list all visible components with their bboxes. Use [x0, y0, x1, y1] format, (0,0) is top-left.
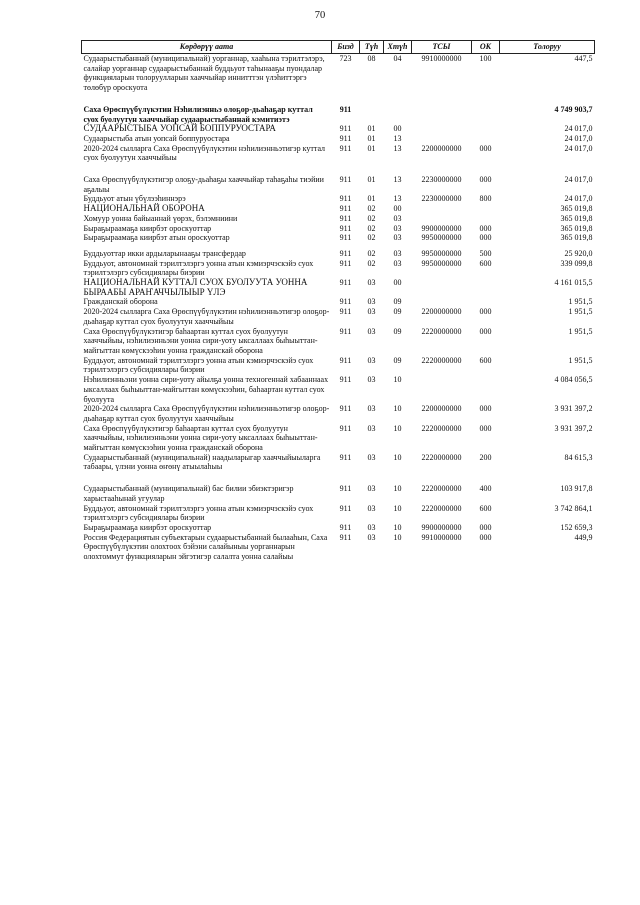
row-bizd: 911: [339, 233, 352, 243]
row-bizd: 911: [339, 133, 352, 143]
row-tuh: 03: [367, 522, 376, 532]
row-bizd: 911: [339, 258, 352, 268]
row-tuh: 02: [367, 258, 376, 268]
row-ok: [472, 204, 500, 214]
row-amount: 1 951,5: [568, 326, 593, 336]
row-tuh: 03: [367, 278, 376, 288]
row-name: Хомуур уонна байыаннай үөрэх, бэлэмниини: [83, 213, 238, 223]
row-ok: 000: [479, 307, 492, 317]
row-name: Судаарыстыбаннай (муниципальнай) уорганнар, хааһына тэрилтэлэрэ, салайар уорганнар судаарыстыбаннай буддьуот таһынааҕы пуондалар функцияларын толоруулларын хааччыйар иннитттэн үлэһиттэргэ төлөбүр ороскуота: [83, 54, 325, 93]
row-amount: 84 615,3: [564, 452, 593, 462]
row-tsy: 9910000000: [421, 54, 462, 63]
row-xtuh: 03: [393, 223, 402, 233]
row-name: НАЦИОНАЛЬНАЙ КУТТАЛ СУОХ БУОЛУУТА УОННА БЫРААБЫ АРАҤАЧЧЫЛЫЫР ҮЛЭ: [83, 277, 308, 297]
table-row: [82, 249, 595, 259]
row-name: 2020-2024 сылларга Саха Өрөспүүбүлүкэтин нэһилиэнньэтигэр олоҕор-дьаһаҕар куттал суох буолуутун хааччыйыы: [83, 404, 330, 423]
row-name: 2020-2024 сылларга Саха Өрөспүүбүлүкэтин нэһилиэнньэтигэр олоҕор-дьаһаҕар куттал суох буолуутун хааччыйыы: [83, 307, 330, 326]
table-row: [82, 278, 595, 297]
row-tsy: 9900000000: [421, 223, 462, 233]
row-bizd: 911: [339, 326, 352, 336]
row-bizd: 911: [339, 248, 352, 258]
row-bizd: 911: [339, 278, 352, 288]
table-row: [82, 124, 595, 134]
row-name: Судаарыстыба атын уопсай боппуруостара: [83, 133, 230, 143]
table-row: [82, 356, 595, 375]
row-amount: 24 017,0: [564, 124, 593, 134]
row-tuh: 03: [367, 307, 376, 317]
row-tuh: 01: [367, 194, 376, 204]
row-xtuh: 10: [393, 532, 402, 542]
table-row: [82, 297, 595, 307]
row-xtuh: 10: [393, 452, 402, 462]
row-xtuh: 03: [393, 213, 402, 223]
row-bizd: 911: [339, 355, 352, 365]
row-amount: 103 917,8: [560, 484, 593, 494]
row-ok: 000: [479, 143, 492, 153]
row-tuh: 02: [367, 213, 376, 223]
row-tuh: 01: [367, 175, 376, 185]
row-ok: 000: [479, 423, 492, 433]
table-row: [82, 453, 595, 484]
row-ok: [472, 375, 500, 404]
table-row: [82, 175, 595, 194]
budget-table: [81, 40, 595, 562]
row-xtuh: 10: [393, 484, 402, 494]
row-tuh: 03: [367, 355, 376, 365]
row-tsy: [412, 134, 472, 144]
row-ok: 000: [479, 522, 492, 532]
row-ok: [472, 297, 500, 307]
row-tsy: 9900000000: [421, 522, 462, 532]
row-xtuh: 00: [393, 278, 402, 288]
row-ok: 000: [479, 326, 492, 336]
page-number: 70: [314, 10, 326, 21]
row-tsy: 9910000000: [421, 532, 462, 542]
row-tsy: 2220000000: [421, 423, 462, 433]
row-bizd: 911: [339, 307, 352, 317]
row-bizd: 911: [339, 404, 352, 414]
row-name: Саха Өрөспүүбүлүкэтигэр баһаартан куттал суох буолуутун хааччыйыы, нэһилиэнньэни уонна сири-уоту ыксаллаах быһыыттан-майгыттан көмүскээһин уонна гражданскай оборона: [83, 423, 318, 453]
row-name: Быраҕыраамаҕа киирбэт ороскуоттар: [83, 522, 212, 532]
table-row: [82, 214, 595, 224]
row-tuh: 03: [367, 532, 376, 542]
table-row: [82, 134, 595, 144]
row-tuh: 02: [367, 204, 376, 214]
header-amount: Толоруу: [500, 41, 595, 54]
row-bizd: 911: [339, 452, 352, 462]
row-name: Буддьуоттар икки ардыларынааҕы трансфердар: [83, 248, 246, 258]
header-ok: ОК: [472, 41, 500, 54]
row-ok: 000: [479, 233, 492, 243]
row-ok: [472, 124, 500, 134]
row-name: Быраҕыраамаҕа киирбэт атын ороскуоттар: [83, 233, 230, 243]
row-xtuh: 10: [393, 375, 402, 385]
row-xtuh: 13: [393, 143, 402, 153]
row-xtuh: 09: [393, 297, 402, 307]
row-amount: 365 019,8: [560, 223, 593, 233]
row-name: СУДААРЫСТЫБА УОПСАЙ БОППУРУОСТАРА: [83, 123, 276, 134]
row-ok: [472, 278, 500, 297]
row-bizd: 911: [339, 223, 352, 233]
row-tuh: 02: [367, 233, 376, 243]
row-xtuh: 10: [393, 404, 402, 414]
row-tsy: 2200000000: [421, 143, 462, 153]
header-xtuh: Хтүһ: [384, 41, 412, 54]
row-amount: 447,5: [574, 54, 593, 63]
row-bizd: 911: [339, 375, 352, 385]
row-amount: 4 084 056,5: [554, 375, 593, 385]
row-ok: 800: [479, 194, 492, 204]
row-name: Быраҕыраамаҕа киирбэт ороскуоттар: [83, 223, 212, 233]
row-tsy: 9950000000: [421, 258, 462, 268]
header-name: Көрдөрүү аата: [82, 41, 332, 54]
row-xtuh: 09: [393, 355, 402, 365]
row-ok: 200: [479, 452, 492, 462]
row-xtuh: 09: [393, 326, 402, 336]
row-name: Буддьуот атын үбүлээһиннэрэ: [83, 194, 186, 204]
table-row: [82, 259, 595, 278]
row-bizd: 911: [339, 175, 352, 185]
row-amount: 365 019,8: [560, 213, 593, 223]
row-amount: 24 017,0: [564, 194, 593, 204]
row-ok: 600: [479, 258, 492, 268]
row-tsy: 2220000000: [421, 452, 462, 462]
row-amount: 24 017,0: [564, 175, 593, 185]
row-ok: 500: [479, 248, 492, 258]
row-tsy: 9950000000: [421, 248, 462, 258]
row-ok: [472, 105, 500, 124]
row-bizd: 911: [339, 213, 352, 223]
row-amount: 4 161 015,5: [554, 278, 593, 288]
row-ok: 000: [479, 404, 492, 414]
row-tsy: [412, 105, 472, 124]
row-tuh: 01: [367, 124, 376, 134]
row-xtuh: 10: [393, 423, 402, 433]
row-amount: 3 931 397,2: [554, 423, 593, 433]
row-tsy: 2200000000: [421, 307, 462, 317]
row-tuh: 03: [367, 375, 376, 385]
row-bizd: 911: [339, 297, 352, 307]
row-tuh: 03: [367, 423, 376, 433]
row-tsy: 2230000000: [421, 194, 462, 204]
row-xtuh: 13: [393, 133, 402, 143]
row-xtuh: 03: [393, 248, 402, 258]
row-bizd: 723: [339, 54, 352, 63]
row-bizd: 911: [339, 423, 352, 433]
row-xtuh: [384, 105, 412, 124]
row-xtuh: 04: [393, 54, 402, 63]
row-amount: 1 951,5: [568, 355, 593, 365]
row-ok: [472, 134, 500, 144]
table-row: [82, 144, 595, 175]
row-ok: 000: [479, 532, 492, 542]
row-xtuh: 13: [393, 194, 402, 204]
table-row: [82, 504, 595, 523]
table-row: [82, 404, 595, 423]
row-tuh: 03: [367, 297, 376, 307]
row-xtuh: 10: [393, 522, 402, 532]
row-name: 2020-2024 сылларга Саха Өрөспүүбүлүкэтин нэһилиэнньэтигэр куттал суох буолуутун хааччыйыы: [83, 143, 326, 163]
table-row: [82, 233, 595, 249]
row-xtuh: 03: [393, 233, 402, 243]
row-ok: 600: [479, 503, 492, 513]
row-xtuh: 03: [393, 258, 402, 268]
row-name: Буддьуот, автономнай тэрилтэлэргэ уонна атын кэмиэрчэскэйэ суох тэрилтэлэргэ субсидиялары биэрии: [83, 503, 314, 523]
row-name: Россия Федерациятын субъектарын судаарыстыбаннай былааһын, Саха Өрөспүүбүлүкэтин олохтоох бэйэни салайыныы уорганнарын олохтоммут функцияларын эйгэтигэр салалта уонна салайыы: [83, 532, 328, 562]
header-tsy: ТСЫ: [412, 41, 472, 54]
row-name: Судаарыстыбаннай (муниципальнай) бас билии эбиэктэригэр харыстааһынай угуулар: [83, 484, 294, 503]
row-xtuh: 10: [393, 503, 402, 513]
row-ok: 400: [479, 484, 492, 494]
row-tsy: [412, 297, 472, 307]
row-tsy: [412, 278, 472, 297]
row-amount: 1 951,5: [568, 307, 593, 317]
row-tuh: 03: [367, 503, 376, 513]
header-bizd: Бизд: [332, 41, 360, 54]
table-row: [82, 224, 595, 234]
row-bizd: 911: [339, 522, 352, 532]
row-tuh: 03: [367, 404, 376, 414]
row-bizd: 911: [339, 194, 352, 204]
row-amount: 3 931 397,2: [554, 404, 593, 414]
row-ok: 000: [479, 175, 492, 185]
row-bizd: 911: [339, 204, 352, 214]
row-amount: 365 019,8: [560, 204, 593, 214]
row-tsy: [412, 204, 472, 214]
row-name: Саха Өрөспүүбүлүкэтигэр олоҕу-дьаһаҕы хааччыйар таһаҕаһы тиэйии аҕалыы: [83, 175, 324, 194]
table-row: [82, 327, 595, 356]
table-row: [82, 533, 595, 562]
table-row: [82, 424, 595, 453]
row-bizd: 911: [339, 143, 352, 153]
table-row: [82, 523, 595, 533]
row-ok: 100: [479, 54, 492, 63]
table-row: [82, 484, 595, 503]
row-xtuh: 09: [393, 307, 402, 317]
header-tuh: Түһ: [360, 41, 384, 54]
row-tsy: 2220000000: [421, 326, 462, 336]
table-row: [82, 204, 595, 214]
row-amount: 152 659,3: [560, 522, 593, 532]
row-tuh: 03: [367, 484, 376, 494]
row-amount: 365 019,8: [560, 233, 593, 243]
row-name: НАЦИОНАЛЬНАЙ ОБОРОНА: [83, 203, 205, 214]
row-bizd: 911: [339, 503, 352, 513]
row-name: Саха Өрөспүүбүлүкэтин Нэһилиэнньэ олоҕор-дьаһаҕар куттал суох буолуутун хааччыйар судаарыстыбаннай кэмитиэтэ: [83, 104, 313, 124]
row-amount: 24 017,0: [564, 143, 593, 153]
row-tuh: 02: [367, 223, 376, 233]
row-bizd: 911: [339, 124, 352, 134]
row-name: Судаарыстыбаннай (муниципальнай) наадыларыгар хааччыйыыларга табаары, үлэни уонна өҥөнү атыылаһыы: [83, 452, 321, 472]
row-bizd: 911: [339, 484, 352, 494]
row-bizd: 911: [339, 104, 352, 114]
row-tuh: 02: [367, 248, 376, 258]
row-tuh: [360, 105, 384, 124]
row-ok: 600: [479, 355, 492, 365]
row-xtuh: 00: [393, 124, 402, 134]
row-tuh: 08: [367, 54, 376, 63]
table-row: [82, 375, 595, 404]
row-tsy: 2200000000: [421, 404, 462, 414]
row-tsy: 2220000000: [421, 503, 462, 513]
table-body: [82, 54, 595, 562]
row-tsy: 9950000000: [421, 233, 462, 243]
row-tsy: 2220000000: [421, 484, 462, 494]
row-amount: 3 742 864,1: [554, 503, 593, 513]
table-row: [82, 307, 595, 326]
row-tuh: 01: [367, 143, 376, 153]
row-amount: 24 017,0: [564, 133, 593, 143]
row-tuh: 03: [367, 326, 376, 336]
row-ok: 000: [479, 223, 492, 233]
row-xtuh: 00: [393, 204, 402, 214]
row-name: Буддьуот, автономнай тэрилтэлэргэ уонна атын кэмиэрчэскэйэ суох тэрилтэлэргэ субсидиялары биэрии: [83, 355, 314, 375]
table-row: [82, 105, 595, 124]
row-name: Нэһилиэнньэни уонна сири-уоту айылҕа уонна техногеннай хабааннаах ыксаллаах быһыыттан-майгыттан көмүскээһин, баһаартан куттал суох буолуута: [83, 375, 329, 404]
row-bizd: 911: [339, 532, 352, 542]
row-name: Гражданскай оборона: [83, 297, 158, 307]
row-amount: 4 749 903,7: [554, 104, 593, 114]
row-tsy: 2230000000: [421, 175, 462, 185]
row-amount: 339 099,8: [560, 258, 593, 268]
row-amount: 1 951,5: [568, 297, 593, 307]
row-amount: 449,9: [574, 532, 593, 542]
table-row: [82, 54, 595, 105]
row-name: Саха Өрөспүүбүлүкэтигэр баһаартан куттал суох буолуутун хааччыйыы, нэһилиэнньэни уонна сири-уоту ыксаллаах быһыыттан-майгыттан көмүскээһин уонна гражданскай оборона: [83, 326, 318, 355]
row-tsy: [412, 214, 472, 224]
row-tuh: 01: [367, 133, 376, 143]
row-ok: [472, 214, 500, 224]
row-xtuh: 13: [393, 175, 402, 185]
row-tsy: [412, 124, 472, 134]
row-name: Буддьуот, автономнай тэрилтэлэргэ уонна атын кэмиэрчэскэйэ суох тэрилтэлэргэ субсидиялары биэрии: [83, 258, 314, 278]
row-tsy: [412, 375, 472, 404]
row-tuh: 03: [367, 452, 376, 462]
table-header-row: [82, 41, 595, 54]
row-amount: 25 920,0: [564, 248, 593, 258]
row-tsy: 2220000000: [421, 355, 462, 365]
